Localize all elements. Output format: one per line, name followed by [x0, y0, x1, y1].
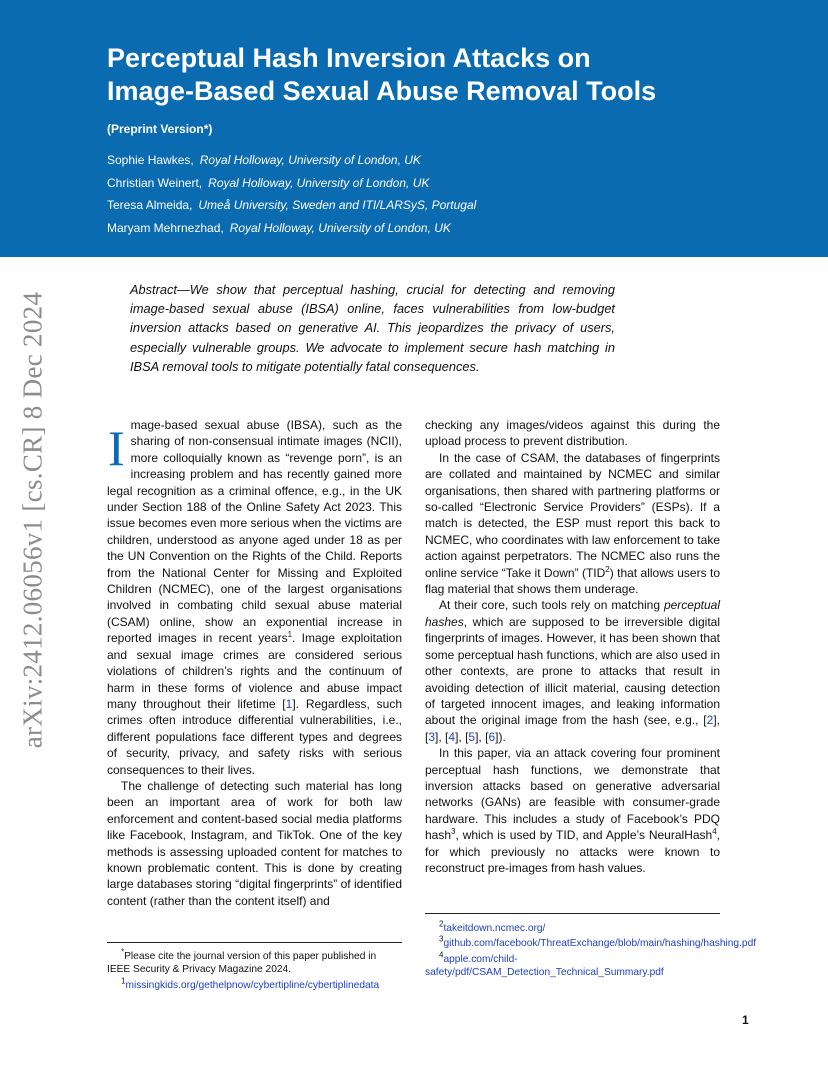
- citation-link-2[interactable]: 2: [706, 713, 714, 728]
- footnote-mark: *: [121, 947, 125, 957]
- footnote-marker-1[interactable]: 1: [287, 630, 293, 640]
- title-line-2: Image-Based Sexual Abuse Removal Tools: [107, 76, 657, 106]
- text-run: . Image exploitation and sexual image crimes are considered serious violations of children’s rights and the continuum of harm in these forms of violence and abuse impact many throughout their lifetime [: [107, 631, 403, 711]
- paragraph-perceptual-hashes: [425, 597, 720, 745]
- author-2: [107, 172, 476, 195]
- text-run: In the case of CSAM, the databases of fingerprints are collated and maintained by NCMEC and similar organisations, then shared with partnering platforms or so-called “Electronic Service Providers” (ESPs). If a match is detected, the ESP must report this back to NCMEC, who coordinates with law enforcement to take action against perpetrators. The NCMEC also runs the online service “Take it Down” (TID: [425, 450, 720, 580]
- emphasis-perceptual-hashes: perceptual hashes: [425, 598, 720, 629]
- footnote-preprint: [107, 947, 402, 977]
- text-run: In this paper, via an attack covering four prominent perceptual hash functions, we demonstrate that inversion attacks based on generative adversarial networks (GANs) are feasible with consumer-grade hardware. This includes a study of Facebook’s PDQ hash: [425, 746, 720, 843]
- body-column-right: [425, 417, 720, 876]
- footnote-mark: 2: [439, 919, 444, 929]
- text-run: , for which previously no attacks were known to reconstruct pre-images from hash values.: [425, 828, 720, 875]
- page-number: 1: [742, 1013, 749, 1027]
- paragraph-continued: checking any images/videos against this during the upload process to prevent distribution.: [425, 418, 720, 449]
- author-name: Sophie Hawkes,: [107, 153, 194, 167]
- footnotes-right: [425, 919, 757, 982]
- author-affiliation: Royal Holloway, University of London, UK: [229, 220, 451, 235]
- paragraph-csam-databases: [425, 450, 720, 598]
- author-affiliation: Royal Holloway, University of London, UK: [199, 153, 421, 167]
- paper-title: [107, 42, 807, 108]
- title-banner: [0, 0, 828, 257]
- arxiv-stamp: arXiv:2412.06056v1 [cs.CR] 8 Dec 2024: [17, 291, 48, 749]
- footnote-link-3[interactable]: github.com/facebook/ThreatExchange/blob/main/hashing/hashing.pdf: [443, 938, 757, 950]
- text-run: At their core, such tools rely on matching: [439, 598, 664, 613]
- text-run: ]).: [495, 729, 506, 744]
- footnote-3: [425, 935, 757, 950]
- paragraph-challenge: The challenge of detecting such material has long been an important area of work for both law enforcement and content-based social media platforms like Facebook, Instagram, and TikTok. One of the key methods is assessing uploaded content for matches to known problematic content. This is done by creating large databases storing “digital fingerprints” of identified content (rather than the content itself) and: [107, 778, 402, 908]
- citation-link-4[interactable]: 4: [448, 729, 456, 744]
- author-name: Maryam Mehrnezhad,: [107, 220, 224, 235]
- text-run: ], [: [425, 713, 720, 744]
- drop-cap: I: [108, 420, 125, 476]
- footnote-mark: 4: [439, 950, 444, 960]
- text-run: , which is used by TID, and Apple’s NeuralHash: [455, 828, 713, 843]
- title-line-1: Perceptual Hash Inversion Attacks on: [107, 43, 591, 73]
- footnote-marker-2[interactable]: 2: [605, 564, 610, 574]
- footnote-mark: 1: [121, 976, 126, 986]
- text-run: ], [: [455, 729, 469, 744]
- citation-link-5[interactable]: 5: [468, 729, 476, 744]
- footnote-divider-right: [425, 913, 720, 914]
- footnote-divider-left: [107, 942, 402, 943]
- paragraph-contribution: [425, 745, 720, 876]
- text-run: ], [: [475, 729, 489, 744]
- text-run: , which are supposed to be irreversible digital fingerprints of images. However, it has been shown that some perceptual hash functions, which are also used in other contexts, are prone to attacks that result in avoiding detection of illicit material, causing detection of targeted innocent images, and leaking information about the original image from the hash (see, e.g., [: [425, 614, 720, 728]
- footnote-1: [107, 976, 402, 992]
- preprint-note: (Preprint Version*): [107, 122, 213, 136]
- citation-link-6[interactable]: 6: [488, 729, 496, 744]
- footnote-marker-4[interactable]: 4: [712, 827, 717, 837]
- author-list: [107, 149, 476, 239]
- footnote-link-2[interactable]: takeitdown.ncmec.org/: [443, 923, 546, 934]
- footnotes-left: [107, 947, 402, 994]
- abstract: Abstract—We show that perceptual hashing, crucial for detecting and removing image-based sexual abuse (IBSA) online, faces vulnerabilities from low-budget inversion attacks based on generative AI. This jeopardizes the privacy of users, especially vulnerable groups. We advocate to implement secure hash matching in IBSA removal tools to mitigate potentially fatal consequences.: [130, 282, 615, 374]
- text-run: mage-based sexual abuse (IBSA), such as the sharing of non-consensual intimate images (NCII), more colloquially known as “revenge porn”, is an increasing problem and has recently gained more legal recognition as a criminal offence, e.g., in the UK under Section 188 of the Online Safety Act 2023. This issue becomes even more serious when the victims are children, understood as anyone aged under 18 as per the UN Convention on the Rights of the Child. Reports from the National Center for Missing and Exploited Children (NCMEC), one of the largest organisations involved in combating child sexual abuse material (CSAM) online, show an exponential increase in reported images in recent years: [107, 418, 402, 646]
- author-affiliation: Royal Holloway, University of London, UK: [208, 175, 430, 190]
- author-3: [107, 194, 476, 217]
- author-affiliation: Umeå University, Sweden and ITI/LARSyS, Portugal: [198, 198, 477, 213]
- citation-link-1[interactable]: 1: [285, 696, 293, 711]
- author-1: [107, 149, 476, 172]
- paragraph-intro: [107, 417, 402, 778]
- footnote-mark: 3: [439, 935, 444, 945]
- body-column-left: [107, 417, 402, 909]
- footnote-link-1[interactable]: missingkids.org/gethelpnow/cybertipline/cybertiplinedata: [125, 979, 380, 991]
- text-run: ]. Regardless, such crimes often introduce differential vulnerabilities, i.e., different populations face different types and degrees of security, privacy, and safety risks with serious consequences to their lives.: [107, 696, 403, 777]
- footnote-marker-3[interactable]: 3: [451, 827, 456, 837]
- footnote-2: [425, 919, 720, 935]
- author-name: Christian Weinert,: [107, 175, 203, 190]
- citation-link-3[interactable]: 3: [428, 729, 436, 744]
- author-4: [107, 217, 476, 240]
- footnote-link-4[interactable]: apple.com/child-safety/pdf/CSAM_Detection_Technical_Summary.pdf: [425, 953, 664, 979]
- text-run: ) that allows users to flag material that shows them underage.: [425, 565, 720, 597]
- footnote-4: [425, 950, 720, 980]
- author-name: Teresa Almeida,: [107, 198, 193, 213]
- footnote-text: Please cite the journal version of this paper published in IEEE Security & Privacy Magazine 2024.: [107, 951, 377, 976]
- text-run: ], [: [435, 729, 449, 744]
